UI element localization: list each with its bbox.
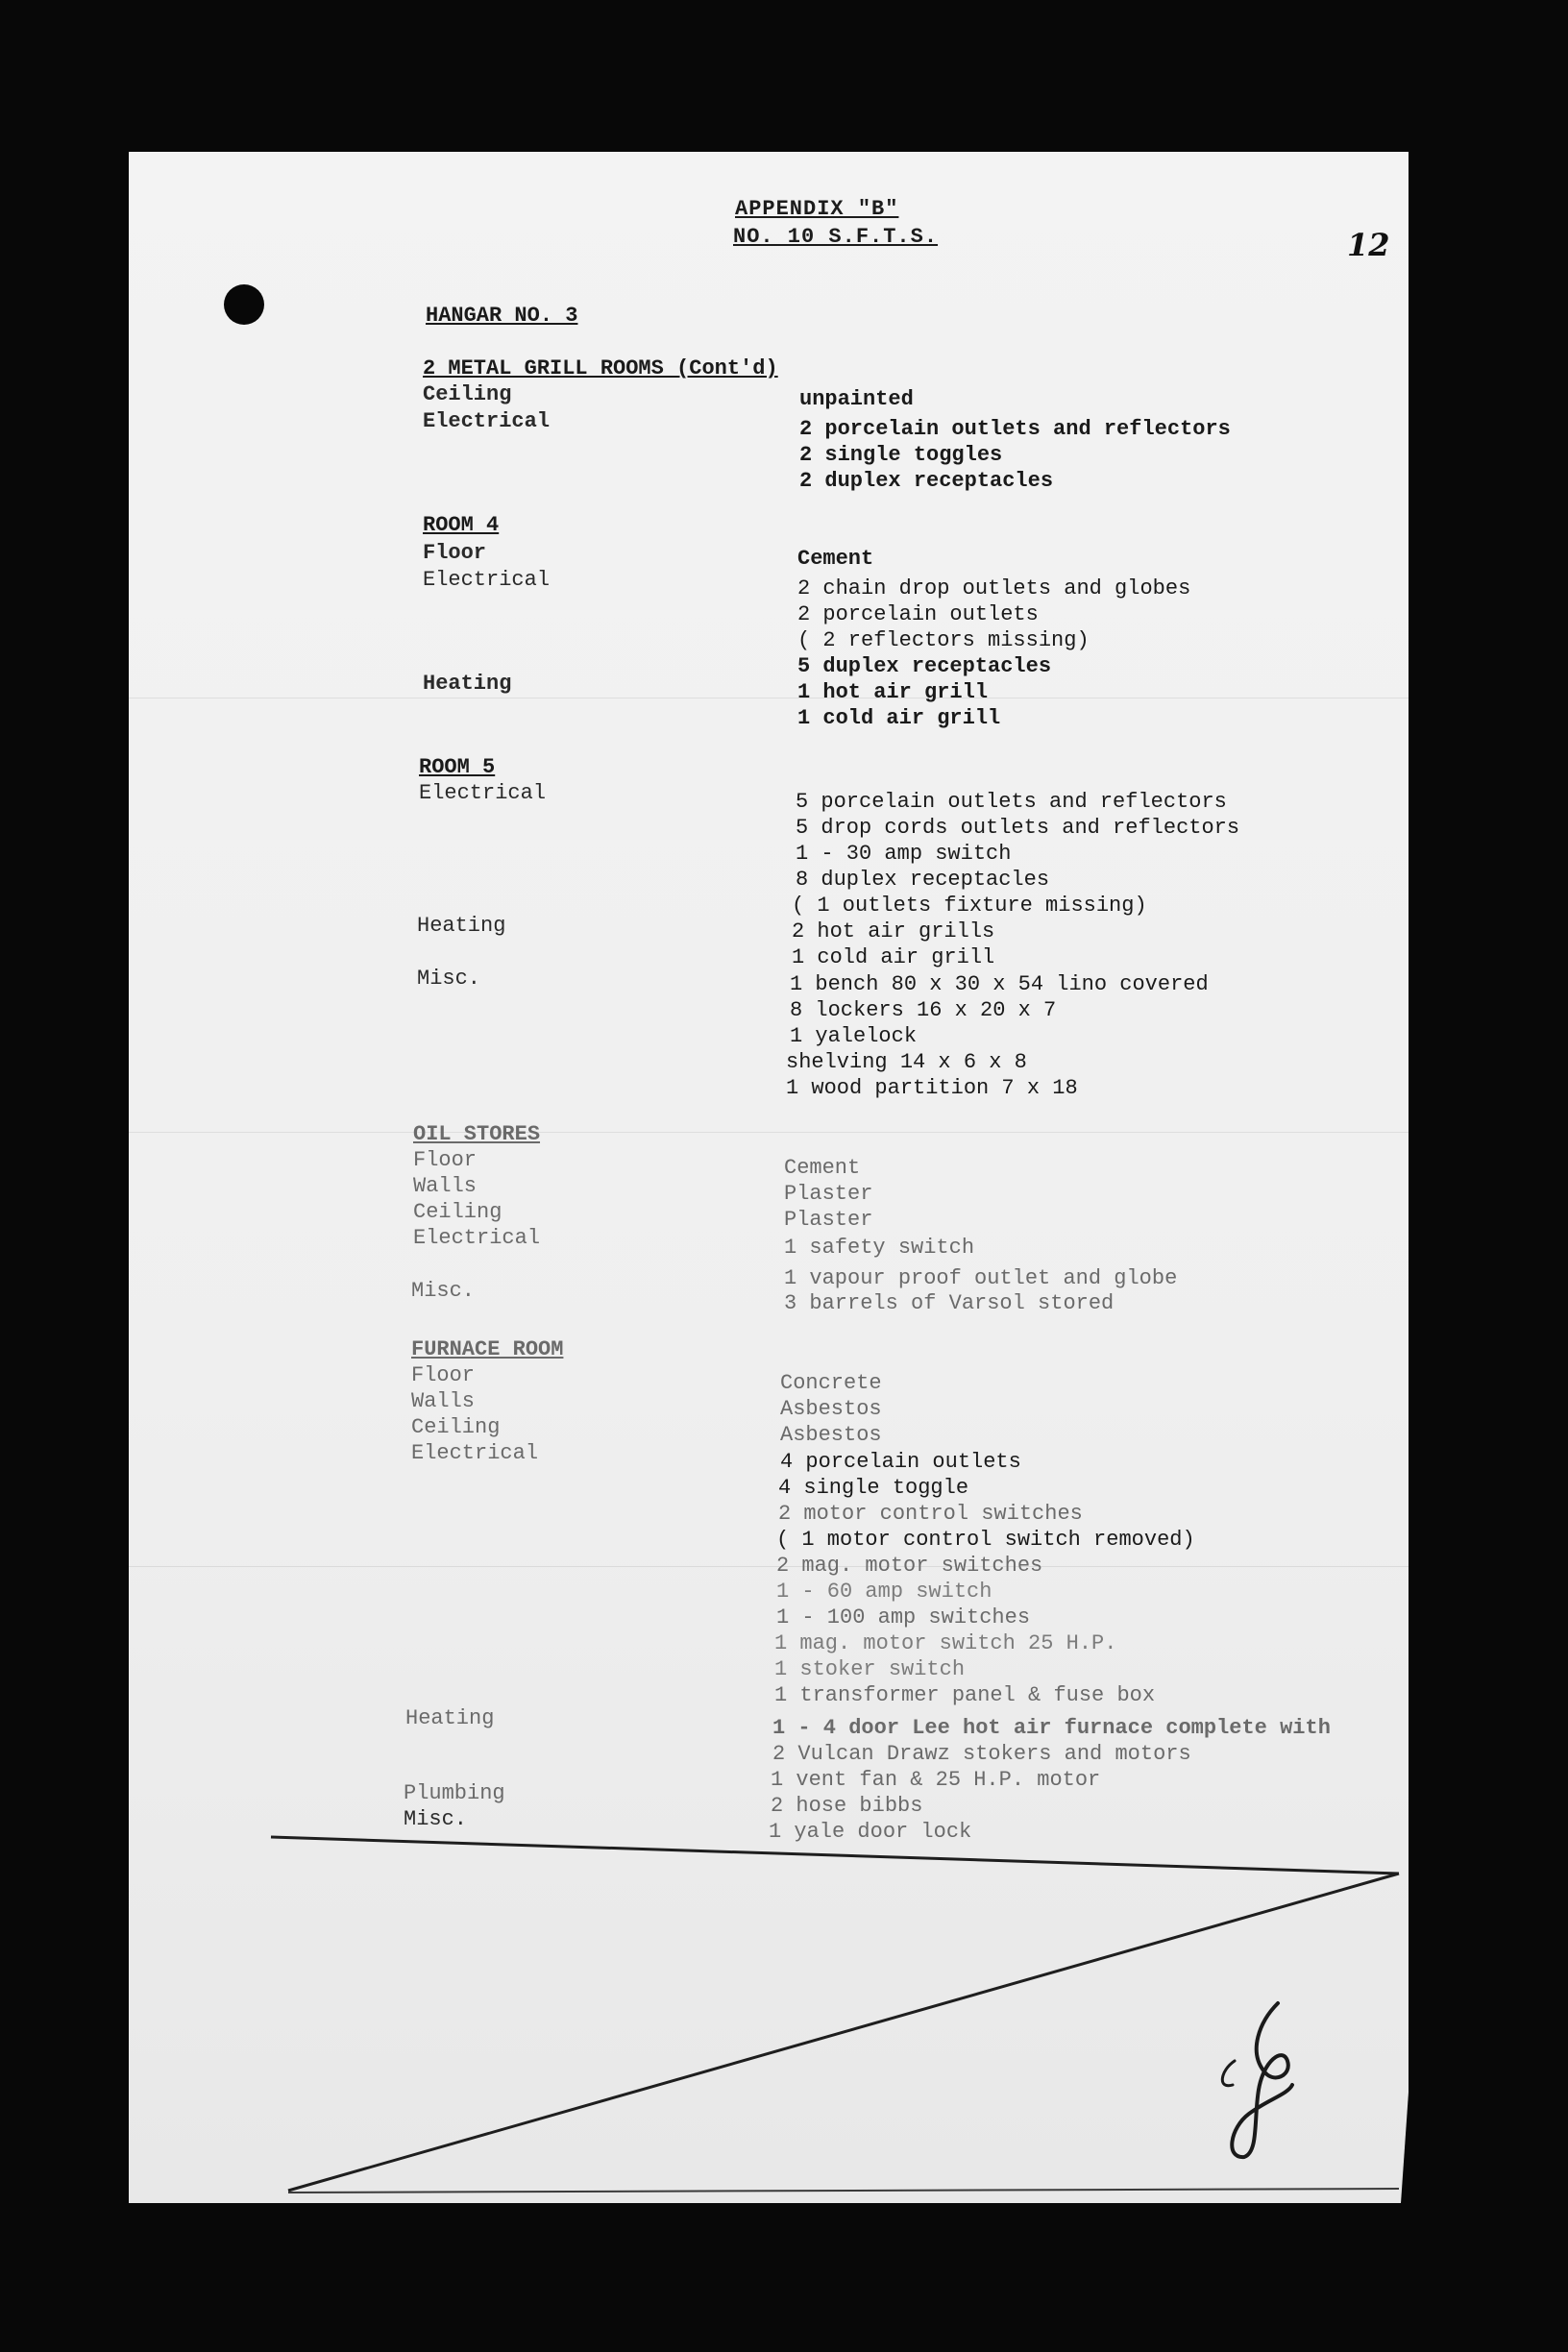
- row-value: 2 porcelain outlets: [797, 602, 1039, 626]
- section-title: ROOM 5: [419, 755, 496, 779]
- section-title: 2 METAL GRILL ROOMS (Cont'd): [423, 356, 778, 380]
- row-label: Electrical: [423, 409, 551, 433]
- row-value: 1 wood partition 7 x 18: [786, 1076, 1078, 1100]
- row-label: Ceiling: [413, 1200, 502, 1224]
- row-label: Ceiling: [423, 382, 512, 406]
- row-value: 2 mag. motor switches: [776, 1554, 1043, 1578]
- row-value: 1 stoker switch: [774, 1657, 966, 1681]
- row-value: 1 - 60 amp switch: [776, 1580, 992, 1604]
- row-value: 2 porcelain outlets and reflectors: [799, 417, 1231, 441]
- row-value: 1 hot air grill: [797, 680, 989, 704]
- row-value: ( 1 outlets fixture missing): [792, 894, 1147, 918]
- section-title: FURNACE ROOM: [411, 1337, 564, 1361]
- row-label: Misc.: [411, 1279, 476, 1303]
- row-value: Cement: [797, 547, 874, 571]
- row-value: 2 single toggles: [799, 443, 1003, 467]
- row-label: Floor: [413, 1148, 478, 1172]
- row-value: 8 duplex receptacles: [796, 868, 1050, 892]
- row-value: 1 safety switch: [784, 1236, 975, 1260]
- row-value: 1 mag. motor switch 25 H.P.: [774, 1631, 1117, 1655]
- row-value: Plaster: [784, 1208, 873, 1232]
- row-label: Walls: [411, 1389, 476, 1413]
- row-value: Asbestos: [780, 1397, 882, 1421]
- unit-heading: NO. 10 S.F.T.S.: [733, 225, 939, 249]
- row-value: 3 barrels of Varsol stored: [784, 1291, 1115, 1315]
- row-value: 1 cold air grill: [797, 706, 1001, 730]
- row-value: Cement: [784, 1156, 861, 1180]
- row-value: 5 duplex receptacles: [797, 654, 1052, 678]
- row-value: 2 duplex receptacles: [799, 469, 1054, 493]
- row-value: ( 1 motor control switch removed): [776, 1528, 1195, 1552]
- row-value: Plaster: [784, 1182, 873, 1206]
- row-label: Floor: [411, 1363, 476, 1387]
- row-label: Misc.: [404, 1807, 468, 1831]
- document-title: HANGAR NO. 3: [426, 304, 578, 328]
- row-label: Misc.: [417, 967, 481, 991]
- row-value: 2 hot air grills: [792, 919, 995, 943]
- row-value: 2 chain drop outlets and globes: [797, 576, 1191, 600]
- row-value: 1 vapour proof outlet and globe: [784, 1266, 1178, 1290]
- section-title: OIL STORES: [413, 1122, 541, 1146]
- row-value: shelving 14 x 6 x 8: [786, 1050, 1027, 1074]
- row-value: Concrete: [780, 1371, 882, 1395]
- row-label: Heating: [417, 914, 506, 938]
- row-value: 1 - 4 door Lee hot air furnace complete with: [772, 1716, 1331, 1740]
- row-value: 1 cold air grill: [792, 945, 995, 969]
- row-value: 1 bench 80 x 30 x 54 lino covered: [790, 972, 1209, 996]
- row-value: 4 single toggle: [778, 1476, 969, 1500]
- appendix-heading: APPENDIX "B": [735, 197, 899, 221]
- row-label: Heating: [423, 672, 512, 696]
- page-number: 12: [1347, 227, 1390, 263]
- row-label: Ceiling: [411, 1415, 501, 1439]
- row-value: Asbestos: [780, 1423, 882, 1447]
- row-value: 1 - 30 amp switch: [796, 842, 1012, 866]
- row-label: Electrical: [419, 781, 547, 805]
- row-value: 2 Vulcan Drawz stokers and motors: [772, 1742, 1191, 1766]
- section-title: ROOM 4: [423, 513, 500, 537]
- row-value: 1 - 100 amp switches: [776, 1605, 1031, 1629]
- row-value: 5 porcelain outlets and reflectors: [796, 790, 1227, 814]
- row-value: 4 porcelain outlets: [780, 1450, 1021, 1474]
- row-value: 1 vent fan & 25 H.P. motor: [771, 1768, 1101, 1792]
- row-value: 8 lockers 16 x 20 x 7: [790, 998, 1057, 1022]
- row-value: 2 motor control switches: [778, 1502, 1083, 1526]
- row-label: Electrical: [413, 1226, 541, 1250]
- row-label: Electrical: [423, 568, 551, 592]
- row-value: ( 2 reflectors missing): [797, 628, 1090, 652]
- row-label: Heating: [405, 1706, 495, 1730]
- row-value: 1 yale door lock: [769, 1820, 972, 1844]
- row-value: unpainted: [799, 387, 914, 411]
- row-value: 1 yalelock: [790, 1024, 918, 1048]
- handwritten-initials: [1206, 1994, 1331, 2167]
- row-label: Electrical: [411, 1441, 539, 1465]
- row-label: Walls: [413, 1174, 478, 1198]
- row-value: 5 drop cords outlets and reflectors: [796, 816, 1240, 840]
- row-value: 2 hose bibbs: [771, 1794, 923, 1818]
- row-label: Floor: [423, 541, 487, 565]
- row-label: Plumbing: [404, 1781, 505, 1805]
- row-value: 1 transformer panel & fuse box: [774, 1683, 1156, 1707]
